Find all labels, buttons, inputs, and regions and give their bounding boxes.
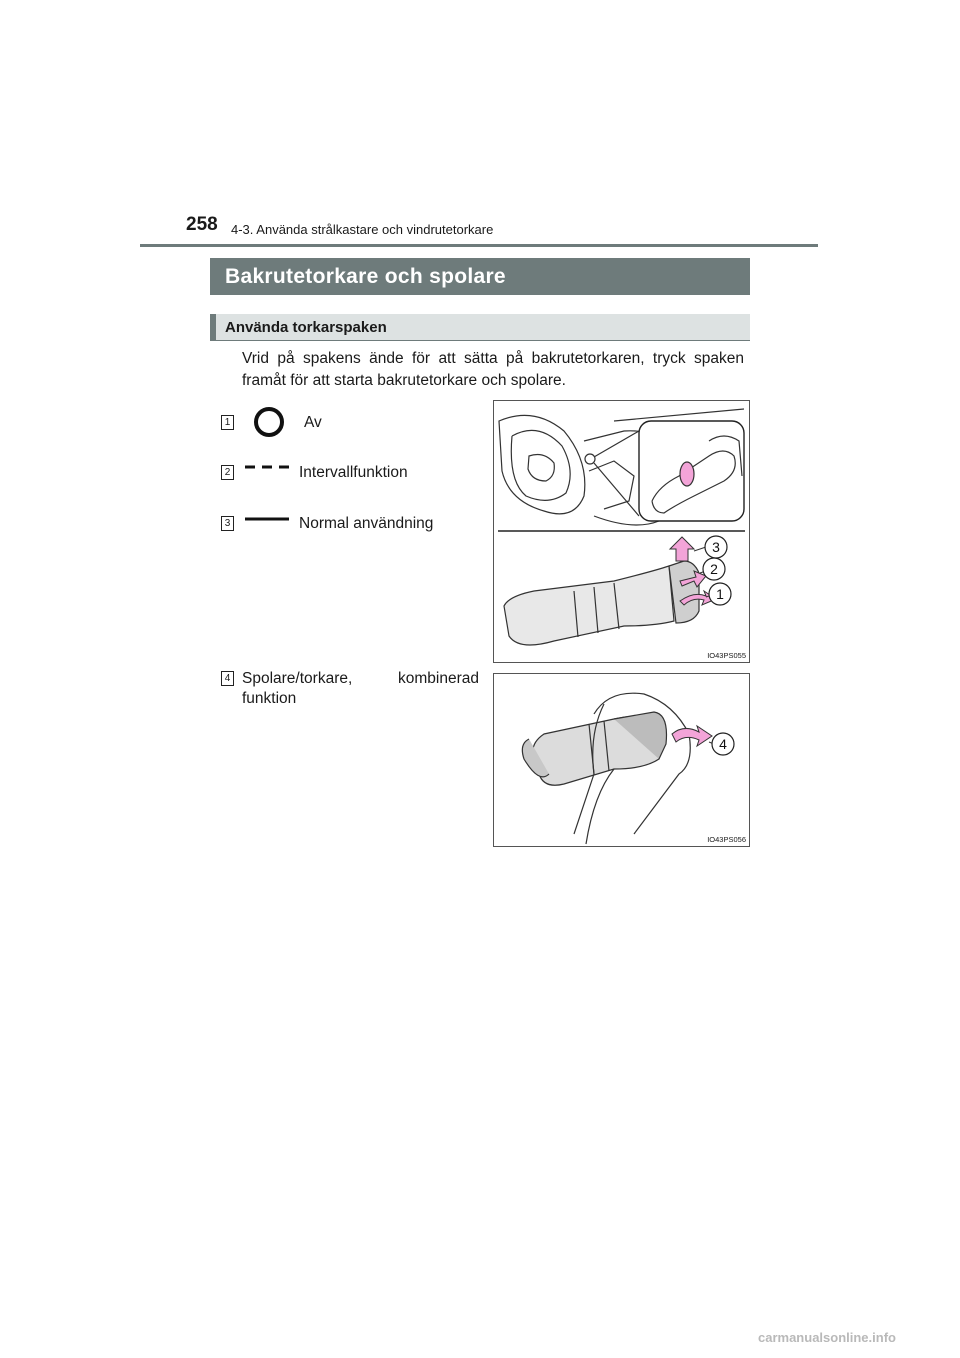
section-path: 4-3. Använda strålkastare och vindrutetorkare — [231, 222, 494, 237]
mode-number-1: 1 — [221, 415, 234, 430]
figure-wiper-lever-positions — [493, 400, 750, 663]
dashed-line-icon — [244, 463, 290, 471]
callout-2: 2 — [710, 561, 718, 577]
callout-4: 4 — [719, 736, 727, 752]
mode-label-washer-cont: funktion — [242, 690, 297, 707]
section-title: Bakrutetorkare och spolare — [210, 258, 750, 295]
mode-number-3: 3 — [221, 516, 234, 531]
mode-label-normal: Normal användning — [299, 515, 434, 532]
solid-line-icon — [244, 515, 290, 523]
callout-3: 3 — [712, 539, 720, 555]
watermark: carmanualsonline.info — [758, 1330, 896, 1345]
figure-washer-lever — [493, 673, 750, 847]
intro-paragraph: Vrid på spakens ände för att sätta på bakrutetorkaren, tryck spaken framåt för att starta bakrutetorkare och spolare. — [242, 350, 744, 389]
figure-illustration-1 — [494, 401, 749, 662]
page-number: 258 — [186, 214, 218, 235]
figure-illustration-2 — [494, 674, 749, 846]
header-rule — [140, 244, 818, 247]
mode-label-interval: Intervallfunktion — [299, 464, 408, 481]
circle-icon — [253, 406, 285, 438]
mode-number-4: 4 — [221, 671, 234, 686]
figure-code-2: IO43PS056 — [707, 835, 746, 844]
section-subtitle: Använda torkarspaken — [210, 314, 750, 341]
figure-code-1: IO43PS055 — [707, 651, 746, 660]
callout-1: 1 — [716, 586, 724, 602]
mode-label-off: Av — [304, 414, 322, 431]
mode-label-washer: Spolare/torkare, kombinerad — [242, 670, 479, 687]
mode-number-2: 2 — [221, 465, 234, 480]
